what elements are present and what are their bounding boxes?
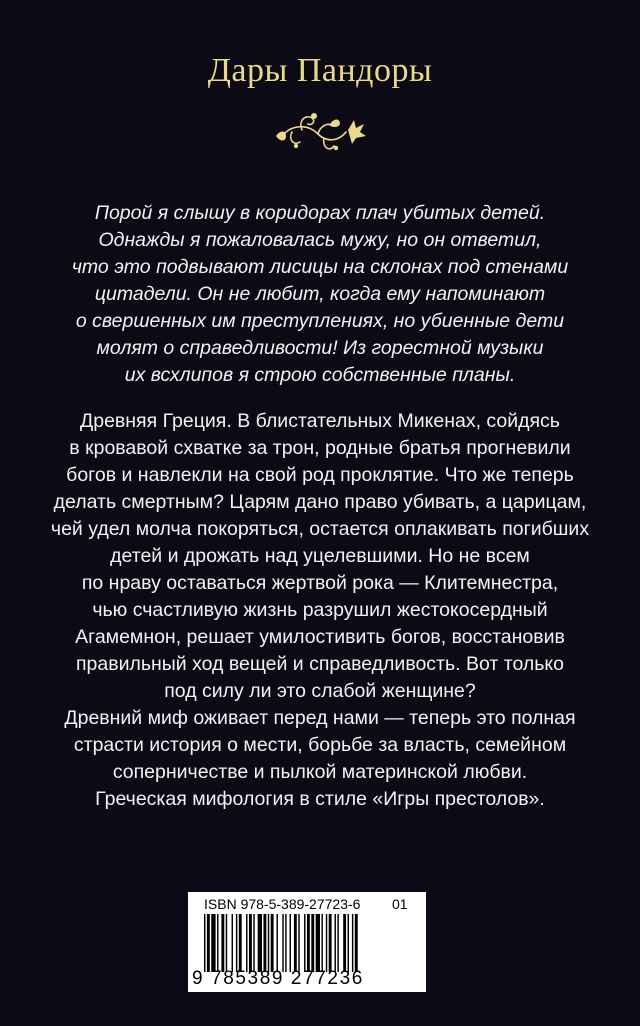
description-line: под силу ли это слабой женщине? [164, 680, 476, 702]
barcode-digits: 9 785389 277236 [192, 968, 364, 989]
barcode-bar [298, 914, 299, 972]
description-line: Древняя Греция. В блистательных Микенах, сойдясь [80, 410, 560, 432]
description-line: чью счастливую жизнь разрушил жестокосердный [92, 599, 548, 621]
epigraph-quote [60, 200, 580, 389]
barcode-bar [290, 914, 291, 972]
barcode-bar [249, 914, 252, 972]
barcode-bar [337, 914, 338, 972]
barcode-bar [316, 914, 320, 972]
description-line: по нраву оставаться жертвой рока — Клитемнестра, [81, 572, 559, 594]
barcode-bar [268, 914, 269, 972]
barcode-bar [253, 914, 254, 972]
description-line: страсти история о мести, борьбе за власть, семейном [73, 734, 567, 756]
barcode-bar [352, 914, 353, 972]
barcode-bar [326, 914, 327, 972]
barcode-bar [355, 914, 358, 972]
barcode-bar [232, 914, 233, 972]
quote-line: молят о справедливости! Из горестной музыки [96, 337, 544, 359]
barcode-bar [307, 914, 310, 972]
barcode-bar [236, 914, 237, 972]
floral-vine-ornament-icon [272, 106, 368, 158]
barcode-bar [207, 914, 210, 972]
isbn-addon-code: 01 [392, 896, 408, 912]
barcode-bar [258, 914, 262, 972]
description-line: богов и навлекли на свой род проклятие. Что же теперь [66, 464, 574, 486]
barcode-bar [282, 914, 283, 972]
barcode-bar [226, 914, 227, 972]
barcode-bar [335, 914, 336, 972]
barcode-bar [246, 914, 247, 972]
quote-line: их всхлипов я строю собственные планы. [124, 364, 516, 386]
quote-line: цитадели. Он не любит, когда ему напоминают [94, 283, 546, 305]
barcode-bars [202, 914, 414, 972]
barcode-bar [239, 914, 242, 972]
barcode-bar [271, 914, 274, 972]
description-line: в кровавой схватке за трон, родные братья прогневили [69, 437, 571, 459]
isbn-label: ISBN 978-5-389-27723-6 [204, 896, 361, 912]
barcode-bar [263, 914, 266, 972]
barcode-bar [285, 914, 286, 972]
barcode-bar [221, 914, 224, 972]
barcode-bar [329, 914, 332, 972]
barcode-bar [348, 914, 349, 972]
barcode-bar [211, 914, 215, 972]
description-line: Агамемнон, решает умилостивить богов, восстановив [75, 626, 565, 648]
barcode-bar [343, 914, 346, 972]
series-title: Дары Пандоры [207, 52, 433, 89]
description-line: правильный ход вещей и справедливость. Вот только [75, 653, 565, 675]
description-line: Древний миф оживает перед нами — теперь это полная [64, 707, 576, 729]
quote-line: о свершенных им преступлениях, но убиенные дети [75, 310, 565, 332]
quote-line: Однажды я пожаловалась мужу, но он ответил, [98, 229, 542, 251]
barcode-bar [321, 914, 322, 972]
barcode-bar [204, 914, 205, 972]
barcode-bar [311, 914, 314, 972]
barcode-bar [217, 914, 218, 972]
description-line: чей удел молча покоряться, остается оплакивать погибших [50, 518, 590, 540]
barcode-bar [277, 914, 278, 972]
quote-line: что это подвывают лисицы на склонах под стенами [71, 256, 569, 278]
description-line: делать смертным? Царям дано право убивать, а царицам, [53, 491, 587, 513]
description-line: Греческая мифология в стиле «Игры престолов». [95, 788, 545, 810]
book-description [40, 408, 600, 813]
description-line: соперничестве и пылкой материнской любви. [112, 761, 528, 783]
quote-line: Порой я слышу в коридорах плач убитых детей. [94, 202, 546, 224]
description-line: детей и дрожать над уцелевшими. Но не всем [110, 545, 530, 567]
barcode-bar [294, 914, 297, 972]
isbn-barcode [188, 892, 426, 992]
barcode-bar [304, 914, 305, 972]
